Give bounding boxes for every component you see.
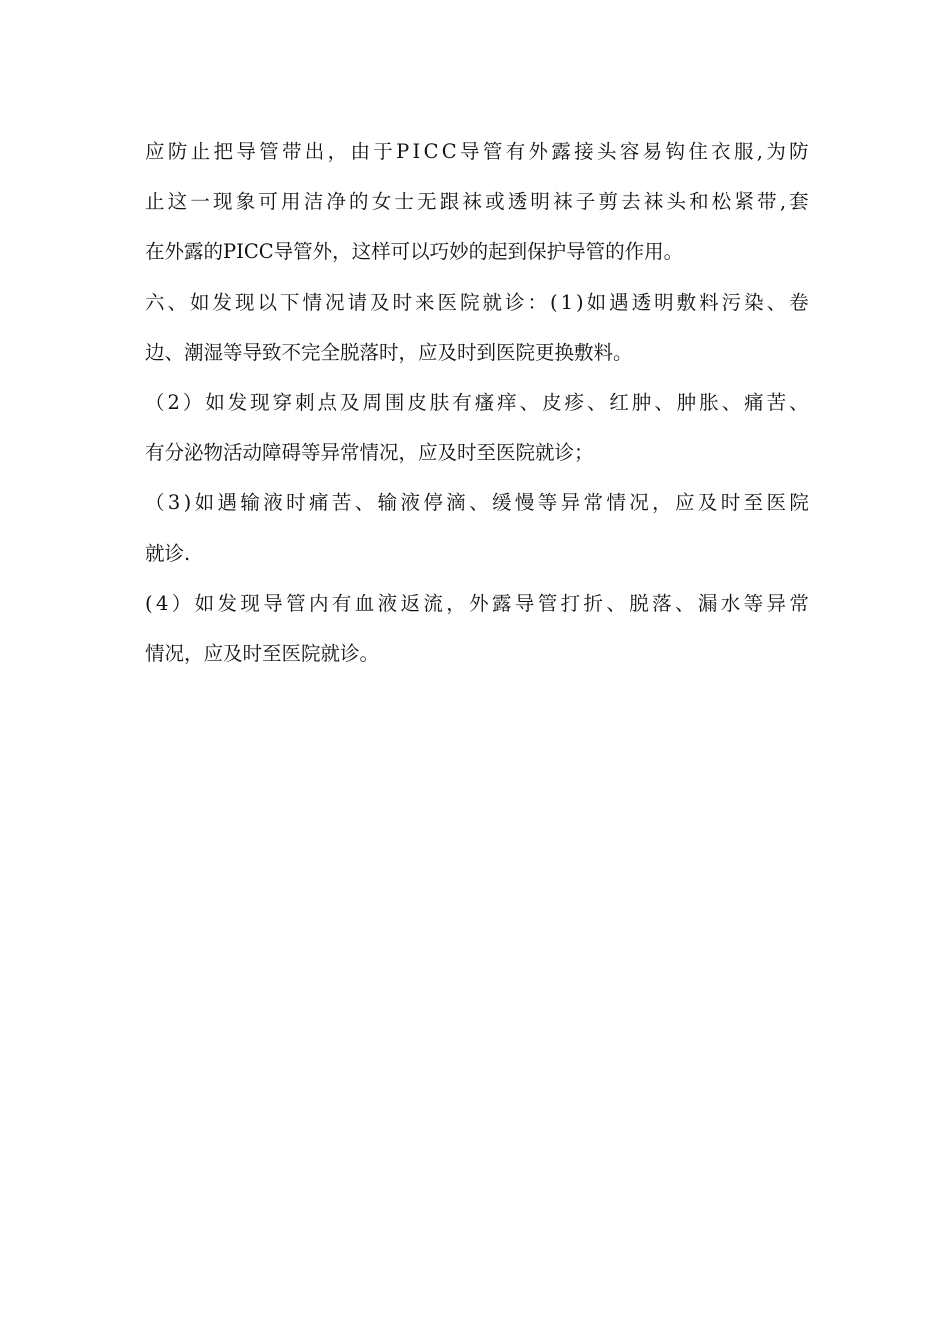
text-line: 六 、 如 发 现 以 下 情 况 请 及 时 来 医 院 就 诊 ： ( 1 ) 如 遇 透 明 敷 料 污 染 、 卷 <box>145 290 809 314</box>
text-line: 在外露的PICC导管外，这样可以巧妙的起到保护导管的作用。 <box>145 240 684 264</box>
text-line: ( 4 ） 如 发 现 导 管 内 有 血 液 返 流 ， 外 露 导 管 打 折 、 脱 落 、 漏 水 等 异 常 <box>145 591 809 615</box>
text-line: （ 2 ） 如 发 现 穿 刺 点 及 周 围 皮 肤 有 瘙 痒 、 皮 疹 、 红 肿 、 肿 胀 、 痛 苦 、 <box>145 390 809 414</box>
text-line: 应 防 止 把 导 管 带 出 ， 由 于 P I C C 导 管 有 外 露 接 头 容 易 钩 住 衣 服 , 为 防 <box>145 140 809 163</box>
text-line: （ 3 ) 如 遇 输 液 时 痛 苦 、 输 液 停 滴 、 缓 慢 等 异 常 情 况 ， 应 及 时 至 医 院 <box>145 491 809 515</box>
text-line: 止 这 一 现 象 可 用 洁 净 的 女 士 无 跟 袜 或 透 明 袜 子 剪 去 袜 头 和 松 紧 带 , 套 <box>145 190 809 214</box>
text-line: 情况，应及时至医院就诊。 <box>145 641 380 665</box>
document-body <box>145 127 809 679</box>
text-line: 有分泌物活动障碍等异常情况，应及时至医院就诊； <box>145 441 594 465</box>
text-line: 边、潮湿等导致不完全脱落时，应及时到医院更换敷料。 <box>145 340 633 364</box>
text-line: 就诊. <box>145 541 191 565</box>
